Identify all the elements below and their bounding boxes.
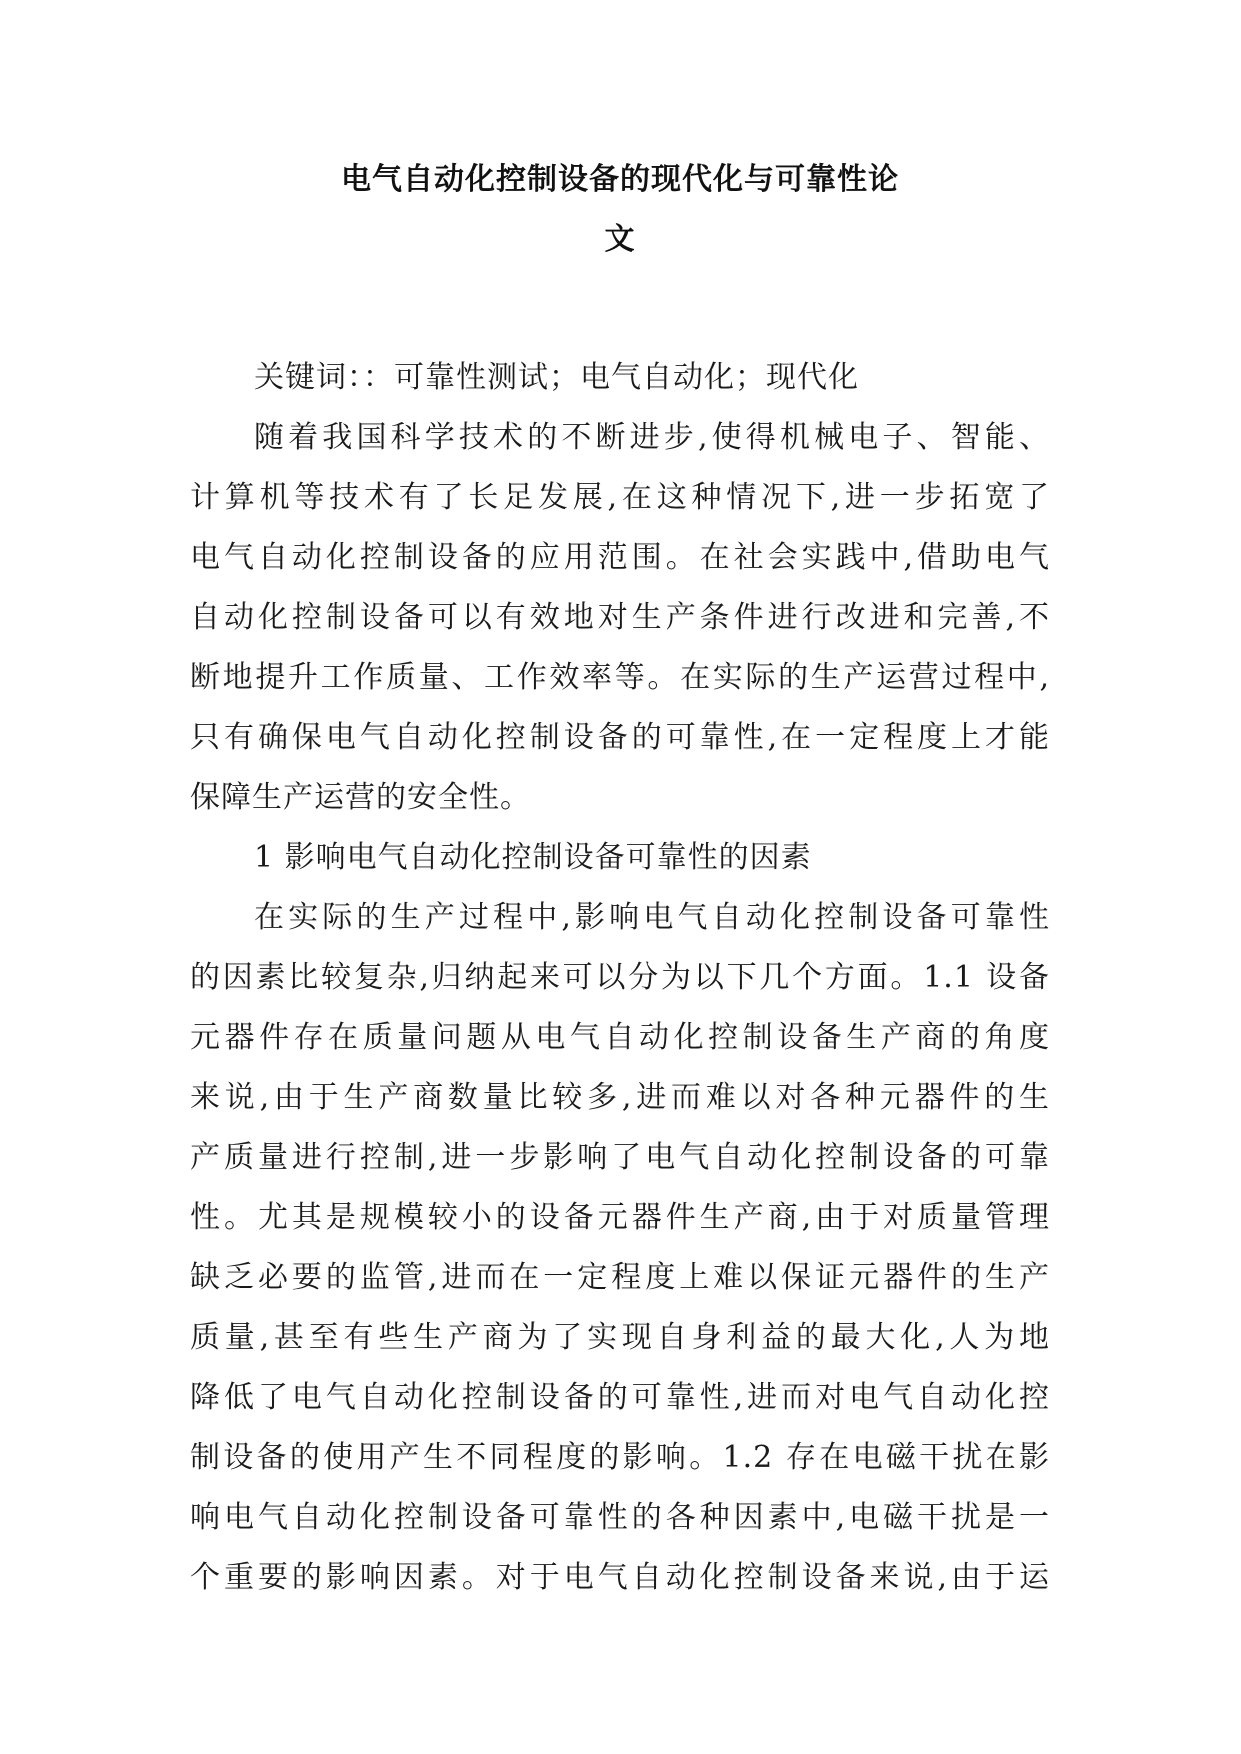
title-line: 电气自动化控制设备的现代化与可靠性论 xyxy=(341,162,899,197)
paragraph-2-line: 元器件存在质量问题从电气自动化控制设备生产商的角度 xyxy=(190,1020,1050,1055)
title-line: 文 xyxy=(604,222,636,257)
paragraph-1-line: 保障生产运营的安全性。 xyxy=(190,780,531,815)
paragraph-2-line: 响电气自动化控制设备可靠性的各种因素中,电磁干扰是一 xyxy=(190,1500,1050,1535)
section-heading: 1 影响电气自动化控制设备可靠性的因素 xyxy=(254,840,812,875)
paragraph-2-line: 在实际的生产过程中,影响电气自动化控制设备可靠性 xyxy=(254,900,1050,935)
paragraph-1-line: 断地提升工作质量、工作效率等。在实际的生产运营过程中, xyxy=(190,660,1050,695)
paragraph-1-line: 电气自动化控制设备的应用范围。在社会实践中,借助电气 xyxy=(190,540,1050,575)
document-body xyxy=(190,348,1050,1608)
paragraph-1-line: 随着我国科学技术的不断进步,使得机械电子、智能、 xyxy=(254,420,1050,455)
keywords-line: 关键词：：可靠性测试；电气自动化；现代化 xyxy=(254,360,859,395)
paragraph-1-line: 计算机等技术有了长足发展,在这种情况下,进一步拓宽了 xyxy=(190,480,1050,515)
paragraph-2-line: 缺乏必要的监管,进而在一定程度上难以保证元器件的生产 xyxy=(190,1260,1050,1295)
paragraph-2-line: 来说,由于生产商数量比较多,进而难以对各种元器件的生 xyxy=(190,1080,1050,1115)
paragraph-2-line: 个重要的影响因素。对于电气自动化控制设备来说,由于运 xyxy=(190,1560,1050,1595)
paragraph-1-line: 自动化控制设备可以有效地对生产条件进行改进和完善,不 xyxy=(190,600,1050,635)
paragraph-2-line: 产质量进行控制,进一步影响了电气自动化控制设备的可靠 xyxy=(190,1140,1050,1175)
paragraph-2-line: 制设备的使用产生不同程度的影响。1.2 存在电磁干扰在影 xyxy=(190,1440,1050,1475)
paragraph-2-line: 降低了电气自动化控制设备的可靠性,进而对电气自动化控 xyxy=(190,1380,1050,1415)
paragraph-2-line: 质量,甚至有些生产商为了实现自身利益的最大化,人为地 xyxy=(190,1320,1050,1355)
document-title xyxy=(180,150,1060,270)
paragraph-2-line: 的因素比较复杂,归纳起来可以分为以下几个方面。1.1 设备 xyxy=(190,960,1050,995)
paragraph-2-line: 性。尤其是规模较小的设备元器件生产商,由于对质量管理 xyxy=(190,1200,1050,1235)
paragraph-1-line: 只有确保电气自动化控制设备的可靠性,在一定程度上才能 xyxy=(190,720,1050,755)
